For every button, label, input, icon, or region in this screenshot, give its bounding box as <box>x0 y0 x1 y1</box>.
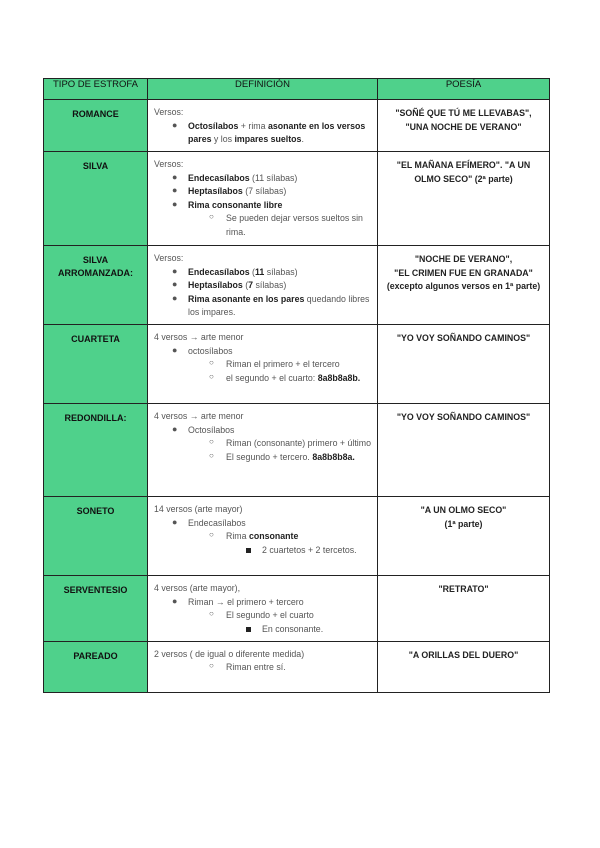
poem-title: "YO VOY SOÑANDO CAMINOS" <box>396 333 531 343</box>
table-row <box>44 100 550 152</box>
definition-item <box>154 661 371 675</box>
table-row <box>44 404 550 497</box>
definition-text: Rima asonante en los pares <box>188 293 305 304</box>
bullet-icon: ● <box>172 344 178 355</box>
circle-bullet-icon: ○ <box>209 661 214 671</box>
definition-text: El segundo + el cuarto <box>226 610 314 621</box>
definition-list <box>154 120 371 147</box>
definition-text: Endecasílabos <box>188 266 250 277</box>
definition-item <box>154 437 371 451</box>
definition-intro: Versos: <box>154 107 184 117</box>
circle-bullet-icon: ○ <box>209 530 214 540</box>
definition-item <box>154 279 371 293</box>
definition-intro: 4 versos (arte mayor), <box>154 583 241 593</box>
definition-item <box>154 530 371 544</box>
definition-intro: 4 versos → arte menor <box>154 332 244 342</box>
poem-title: "SOÑÉ QUE TÚ ME LLEVABAS", <box>395 108 532 118</box>
definition-text: Riman entre sí. <box>226 662 286 673</box>
definition-text: 8a8b8b8a. <box>312 451 355 462</box>
circle-bullet-icon: ○ <box>209 371 214 381</box>
poem-title: "NOCHE DE VERANO", <box>414 253 513 264</box>
header-tipo: TIPO DE ESTROFA <box>44 79 148 100</box>
definition-text: Riman el primero + el tercero <box>226 359 340 370</box>
definition-item <box>154 596 371 610</box>
definition-item <box>154 120 371 147</box>
estrofa-type-cell <box>44 576 148 642</box>
estrofa-type-label: SILVA <box>82 254 109 265</box>
poem-cell <box>378 404 550 497</box>
definition-text: Endecasílabos <box>188 517 246 528</box>
estrofa-type-label: SILVA <box>82 160 109 171</box>
table-row <box>44 576 550 642</box>
definition-text: asonante en los versos pares <box>188 120 366 145</box>
definition-text: Heptasílabos <box>188 186 243 197</box>
definition-item <box>154 451 371 465</box>
definition-text: y los <box>211 134 235 145</box>
definition-text: Riman (consonante) primero + último <box>226 438 371 449</box>
definition-text: Rima <box>226 531 249 542</box>
definition-text: sílabas) <box>264 266 298 277</box>
estrofas-table <box>43 78 550 693</box>
poem-cell <box>378 100 550 152</box>
definition-text: sílabas) <box>253 280 287 291</box>
definition-text: Riman → el primero + tercero <box>188 596 304 607</box>
definition-cell <box>148 100 378 152</box>
definition-item <box>154 345 371 359</box>
estrofa-type-cell <box>44 497 148 576</box>
table-row <box>44 325 550 404</box>
bullet-icon: ● <box>172 516 178 527</box>
poem-cell <box>378 641 550 692</box>
definition-item <box>154 517 371 531</box>
definition-text: octosílabos <box>188 345 233 356</box>
definition-text: Se pueden dejar versos sueltos sin rima. <box>226 213 363 237</box>
definition-list <box>154 517 371 558</box>
estrofa-type-label: ROMANCE <box>72 109 119 119</box>
definition-text: quedando libres los impares. <box>188 293 370 318</box>
estrofa-type-label: CUARTETA <box>71 334 120 344</box>
definition-cell <box>148 404 378 497</box>
definition-item <box>154 266 371 280</box>
estrofa-type-cell <box>44 245 148 324</box>
definition-text: . <box>301 134 304 145</box>
definition-cell <box>148 641 378 692</box>
definition-text: Rima consonante libre <box>188 199 283 210</box>
bullet-icon: ● <box>172 265 178 276</box>
poem-title: "UNA NOCHE DE VERANO" <box>405 121 522 132</box>
definition-text: impares sueltos <box>234 134 302 145</box>
definition-cell <box>148 497 378 576</box>
estrofa-type-label: SONETO <box>76 506 115 516</box>
table-row <box>44 151 550 245</box>
poem-title: "RETRATO" <box>438 584 489 594</box>
definition-text: En consonante. <box>262 623 324 634</box>
definition-item <box>154 372 371 386</box>
poem-title: "EL CRIMEN FUE EN GRANADA" <box>394 267 533 278</box>
definition-item <box>154 358 371 372</box>
definition-item <box>154 185 371 199</box>
definition-text: Octosílabos <box>188 424 235 435</box>
poem-cell <box>378 151 550 245</box>
definition-item <box>154 623 371 637</box>
definition-item <box>154 199 371 213</box>
header-poesia: POESÍA <box>378 79 550 100</box>
table-row <box>44 245 550 324</box>
bullet-icon: ● <box>172 185 178 196</box>
poem-cell <box>378 325 550 404</box>
bullet-icon: ● <box>172 595 178 606</box>
definition-item <box>154 293 371 320</box>
definition-intro: 4 versos → arte menor <box>154 411 244 421</box>
bullet-icon: ● <box>172 279 178 290</box>
definition-list <box>154 596 371 637</box>
poem-cell <box>378 245 550 324</box>
poem-title: (1ª parte) <box>444 518 483 529</box>
estrofa-type-label: REDONDILLA: <box>64 413 127 423</box>
circle-bullet-icon: ○ <box>209 437 214 447</box>
definition-cell <box>148 245 378 324</box>
poem-title: "YO VOY SOÑANDO CAMINOS" <box>396 412 531 422</box>
definition-text: el segundo + el cuarto: <box>226 372 318 383</box>
definition-text: consonante <box>248 531 299 542</box>
table-row <box>44 497 550 576</box>
poem-title: "A UN OLMO SECO" <box>420 505 507 515</box>
definition-intro: Versos: <box>154 252 184 263</box>
poem-cell <box>378 576 550 642</box>
definition-text: 11 <box>254 266 265 277</box>
definition-text: Octosílabos <box>188 120 239 131</box>
circle-bullet-icon: ○ <box>209 450 214 460</box>
square-bullet-icon <box>246 548 251 553</box>
bullet-icon: ● <box>172 198 178 209</box>
estrofa-type-label: ARROMANZADA: <box>58 267 133 278</box>
definition-list <box>154 172 371 240</box>
definition-text: (7 sílabas) <box>242 186 287 197</box>
definition-list <box>154 424 371 465</box>
definition-intro: 14 versos (arte mayor) <box>154 504 243 514</box>
circle-bullet-icon: ○ <box>209 358 214 368</box>
header-row <box>44 79 550 100</box>
circle-bullet-icon: ○ <box>209 609 214 619</box>
estrofa-type-cell <box>44 404 148 497</box>
definition-text: Heptasílabos <box>188 280 243 291</box>
definition-list <box>154 661 371 675</box>
definition-item <box>154 424 371 438</box>
definition-intro: Versos: <box>154 158 184 169</box>
definition-list <box>154 345 371 386</box>
definition-text: 2 cuartetos + 2 tercetos. <box>262 544 357 555</box>
bullet-icon: ● <box>172 292 178 303</box>
estrofa-type-cell <box>44 325 148 404</box>
definition-intro: 2 versos ( de igual o diferente medida) <box>154 648 305 659</box>
definition-item <box>154 544 371 558</box>
bullet-icon: ● <box>172 171 178 182</box>
definition-cell <box>148 151 378 245</box>
poem-title: "A ORILLAS DEL DUERO" <box>408 649 519 660</box>
definition-list <box>154 266 371 321</box>
poem-title: (excepto algunos versos en 1ª parte) <box>386 281 541 292</box>
definition-item <box>154 609 371 623</box>
estrofa-type-cell <box>44 151 148 245</box>
square-bullet-icon <box>246 627 251 632</box>
definition-text: 7 <box>248 280 254 291</box>
definition-text: 8a8b8a8b. <box>317 372 361 383</box>
definition-text: + rima <box>238 120 268 131</box>
estrofa-type-label: SERVENTESIO <box>63 585 128 595</box>
definition-item <box>154 172 371 186</box>
table-body <box>44 100 550 693</box>
definition-text: ( <box>242 280 249 291</box>
estrofa-type-cell <box>44 100 148 152</box>
definition-cell <box>148 325 378 404</box>
table-row <box>44 641 550 692</box>
header-definicion: DEFINICIÓN <box>148 79 378 100</box>
definition-text: Endecasílabos <box>188 172 250 183</box>
definition-text: El segundo + tercero. <box>226 451 313 462</box>
estrofa-type-cell <box>44 641 148 692</box>
poem-title: "EL MAÑANA EFÍMERO". "A UN OLMO SECO" (2ª parte) <box>396 159 531 184</box>
bullet-icon: ● <box>172 423 178 434</box>
bullet-icon: ● <box>172 119 178 130</box>
estrofa-type-label: PAREADO <box>73 650 118 661</box>
circle-bullet-icon: ○ <box>209 212 214 222</box>
definition-text: (11 sílabas) <box>249 172 298 183</box>
definition-item <box>154 212 371 239</box>
poem-cell <box>378 497 550 576</box>
definition-text: ( <box>249 266 255 277</box>
definition-cell <box>148 576 378 642</box>
